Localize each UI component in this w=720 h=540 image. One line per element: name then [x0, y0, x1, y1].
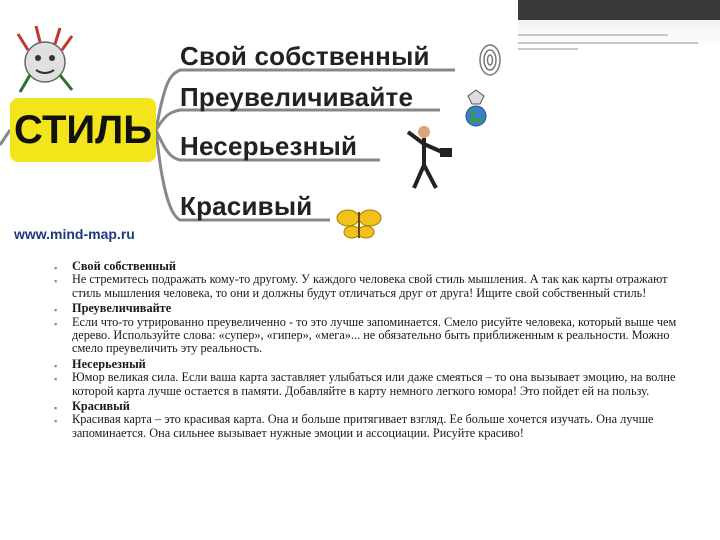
bullet-icon: ▪ [54, 416, 58, 427]
mind-map-image [0, 20, 520, 250]
decor-line [518, 48, 578, 50]
list-item: ▪ Не стремитесь подражать кому-то другому. У каждого человека свой стиль мышления. А так как карты отражают стиль мышления человека, то они и должны будут отличаться друг от друга! Ищите свой собственный стиль! [54, 272, 668, 300]
branch-exaggerate: Преувеличивайте [180, 82, 414, 112]
list-item: ▪ Несерьезный [54, 358, 694, 371]
list-item: ▪ Красивый [54, 400, 694, 413]
branch-not-serious: Несерьезный [180, 131, 358, 161]
bullet-icon: ▪ [54, 305, 58, 316]
mind-map-center: СТИЛЬ [10, 98, 156, 162]
list-item: ▪ Юмор великая сила. Если ваша карта заставляет улыбаться или даже смеяться – то она вызывает эмоцию, на волне которой карта лучше остается в памяти. Добавляйте в карту немного легкого юмора! Это пойдет ей на пользу. [54, 370, 676, 398]
bullet-icon: ▪ [54, 403, 58, 414]
businessman-icon [408, 126, 452, 188]
list-item: ▪ Свой собственный [54, 260, 694, 273]
bullet-list [54, 258, 694, 442]
butterfly-icon [337, 210, 381, 238]
branch-beautiful: Красивый [180, 191, 313, 221]
slide-top-bar-white [0, 0, 518, 20]
decor-line [518, 42, 698, 44]
list-item: ▪ Если что-то утрированно преувеличенно - то это лучше запоминается. Смело рисуйте человека, который выше чем дерево. Используйте слова: «супер», «гипер», «мега»... не обязательно быть приближенным к реальности. Можно смело преувеличить эту реальность. [54, 314, 677, 356]
decor-line [518, 34, 668, 36]
bullet-icon: ▪ [54, 263, 58, 273]
globe-icon [466, 90, 486, 126]
fingerprint-icon [480, 45, 500, 75]
bullet-icon: ▪ [54, 360, 58, 371]
bullet-icon: ▪ [54, 276, 58, 287]
bullet-icon: ▪ [54, 318, 58, 329]
branch-own-style: Свой собственный [180, 41, 430, 71]
site-url: www.mind-map.ru [14, 226, 135, 242]
list-item: ▪ Красивая карта – это красивая карта. Она и больше притягивает взгляд. Ее больше хочется изучать. Она лучше запоминается. Она сильнее вызывает нужные эмоции и ассоциации. Рисуйте красиво! [54, 412, 654, 440]
cartoon-figure-icon [18, 26, 72, 92]
bullet-icon: ▪ [54, 374, 58, 385]
list-item: ▪ Преувеличивайте [54, 302, 694, 315]
